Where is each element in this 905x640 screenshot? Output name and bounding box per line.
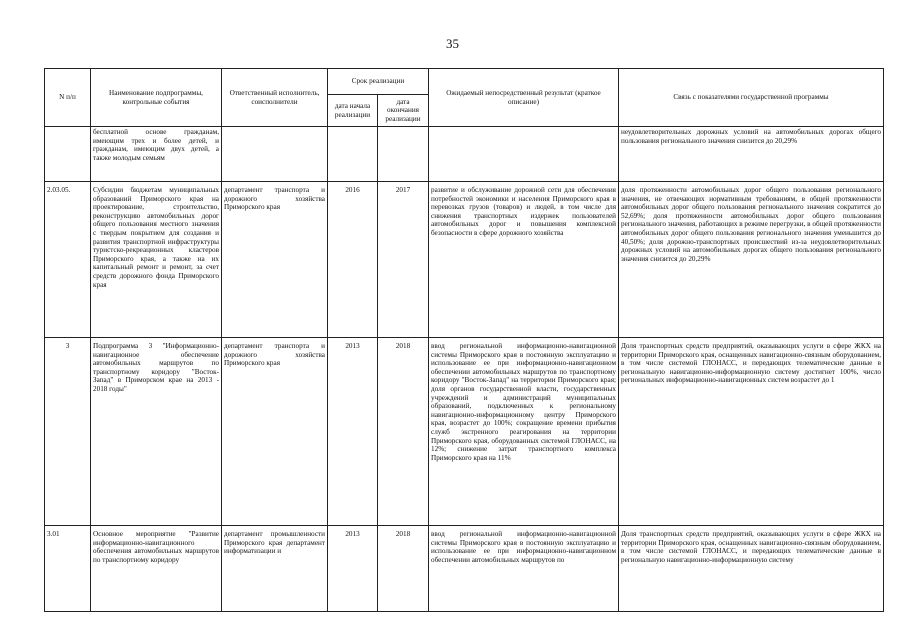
row-num bbox=[45, 127, 91, 182]
row-num: 3 bbox=[45, 338, 91, 526]
row-name: бесплатной основе гражданам, имеющим трех и более детей, и гражданам, имеющим двух детей, а также молодым семьям bbox=[91, 127, 222, 182]
row-num: 3.01 bbox=[45, 526, 91, 612]
program-table bbox=[44, 68, 884, 612]
row-end: 2018 bbox=[378, 526, 429, 612]
row-end bbox=[378, 127, 429, 182]
row-executor bbox=[222, 127, 328, 182]
table-row bbox=[45, 338, 884, 526]
row-link: Доля транспортных средств предприятий, оказывающих услуги в сфере ЖКХ на территории Приморского края, оснащенных навигационно-связным оборудованием, в том числе системой ГЛОНАСС, и передающих телематические данные в региональную навигационно-информационную систему bbox=[619, 526, 884, 612]
row-end: 2017 bbox=[378, 182, 429, 338]
header-result: Ожидаемый непосредственный результат (краткое описание) bbox=[429, 69, 619, 127]
row-executor: департамент промышленности Приморского края департамент информатизации и bbox=[222, 526, 328, 612]
row-name: Подпрограмма 3 "Информационно-навигационное обеспечение автомобильных маршрутов по транспортному коридору "Восток-Запад" в Приморском крае на 2013 - 2018 годы" bbox=[91, 338, 222, 526]
header-num: N п/п bbox=[45, 69, 91, 127]
table-row bbox=[45, 127, 884, 182]
row-result: ввод региональной информационно-навигационной системы Приморского края в постоянную эксплуатацию и использование ее при информационно-навигационном обеспечении автомобильных маршрутов по транспортному коридору "Восток-Запад" на территории Приморского края; доля органов государственной власти, государственных учреждений и администраций муниципальных образований, подключенных к региональному навигационно-информационному центру Приморского края, возрастет до 100%; сокращение времени прибытия служб экстренного реагирования на территории Приморского края, оборудованных системой ГЛОНАСС, на 12%; снижение затрат транспортного комплекса Приморского края на 11% bbox=[429, 338, 619, 526]
row-executor: департамент транспорта и дорожного хозяйства Приморского края bbox=[222, 182, 328, 338]
row-start: 2013 bbox=[328, 338, 378, 526]
table-row bbox=[45, 526, 884, 612]
header-period: Срок реализации bbox=[328, 69, 429, 95]
row-executor: департамент транспорта и дорожного хозяйства Приморского края bbox=[222, 338, 328, 526]
page-number: 35 bbox=[446, 36, 459, 51]
row-start: 2016 bbox=[328, 182, 378, 338]
header-name: Наименование подпрограммы, контрольные события bbox=[91, 69, 222, 127]
row-start bbox=[328, 127, 378, 182]
row-link: Доля транспортных средств предприятий, оказывающих услуги в сфере ЖКХ на территории Приморского края, оснащенных навигационно-связным оборудованием, в том числе системой ГЛОНАСС, и передающих телематические данные в региональную навигационно-информационную систему достигнет 100%, число региональных информационно-навигационных систем возрастет до 1 bbox=[619, 338, 884, 526]
row-result: развитие и обслуживание дорожной сети для обеспечения потребностей экономики и населения Приморского края в перевозках грузов (товаров) и людей, в том числе для снижения транспортных издержек пользователей автомобильных дорог и повышения комплексной безопасности в сфере дорожного хозяйства bbox=[429, 182, 619, 338]
row-name: Основное мероприятие "Развитие информационно-навигационного обеспечения автомобильных маршрутов по транспортному коридору bbox=[91, 526, 222, 612]
header-executor: Ответственный исполнитель, соисполнители bbox=[222, 69, 328, 127]
row-name: Субсидии бюджетам муниципальных образований Приморского края на проектирование, строительство, реконструкцию автомобильных дорог общего пользования местного значения с твердым покрытием для создания и развития транспортной инфраструктуры туристско-рекреационных кластеров Приморского края, а также на их капитальный ремонт и ремонт, за счет средств дорожного фонда Приморского края bbox=[91, 182, 222, 338]
row-end: 2018 bbox=[378, 338, 429, 526]
row-link: неудовлетворительных дорожных условий на автомобильных дорогах общего пользования регионального значения снизится до 20,29% bbox=[619, 127, 884, 182]
header-end: дата окончания реализации bbox=[378, 95, 429, 127]
row-start: 2013 bbox=[328, 526, 378, 612]
row-num: 2.03.05. bbox=[45, 182, 91, 338]
header-link: Связь с показателями государственной программы bbox=[619, 69, 884, 127]
row-result: ввод региональной информационно-навигационной системы Приморского края в постоянную эксплуатацию и использование ее при информационно-навигационном обеспечении автомобильных маршрутов по bbox=[429, 526, 619, 612]
table-row bbox=[45, 182, 884, 338]
row-result bbox=[429, 127, 619, 182]
header-start: дата начала реализации bbox=[328, 95, 378, 127]
row-link: доля протяженности автомобильных дорог общего пользования регионального значения, не отвечающих нормативным требованиям, в общей протяженности автомобильных дорог общего пользования регионального значения сократится до 52,69%; доля протяженности автомобильных дорог общего пользования регионального значения, работающих в режиме перегрузки, в общей протяженности автомобильных дорог общего пользования регионального значения уменьшится до 40,50%; доля дорожно-транспортных происшествий из-за неудовлетворительных дорожных условий на автомобильных дорогах общего пользования регионального значения снизится до 20,29% bbox=[619, 182, 884, 338]
